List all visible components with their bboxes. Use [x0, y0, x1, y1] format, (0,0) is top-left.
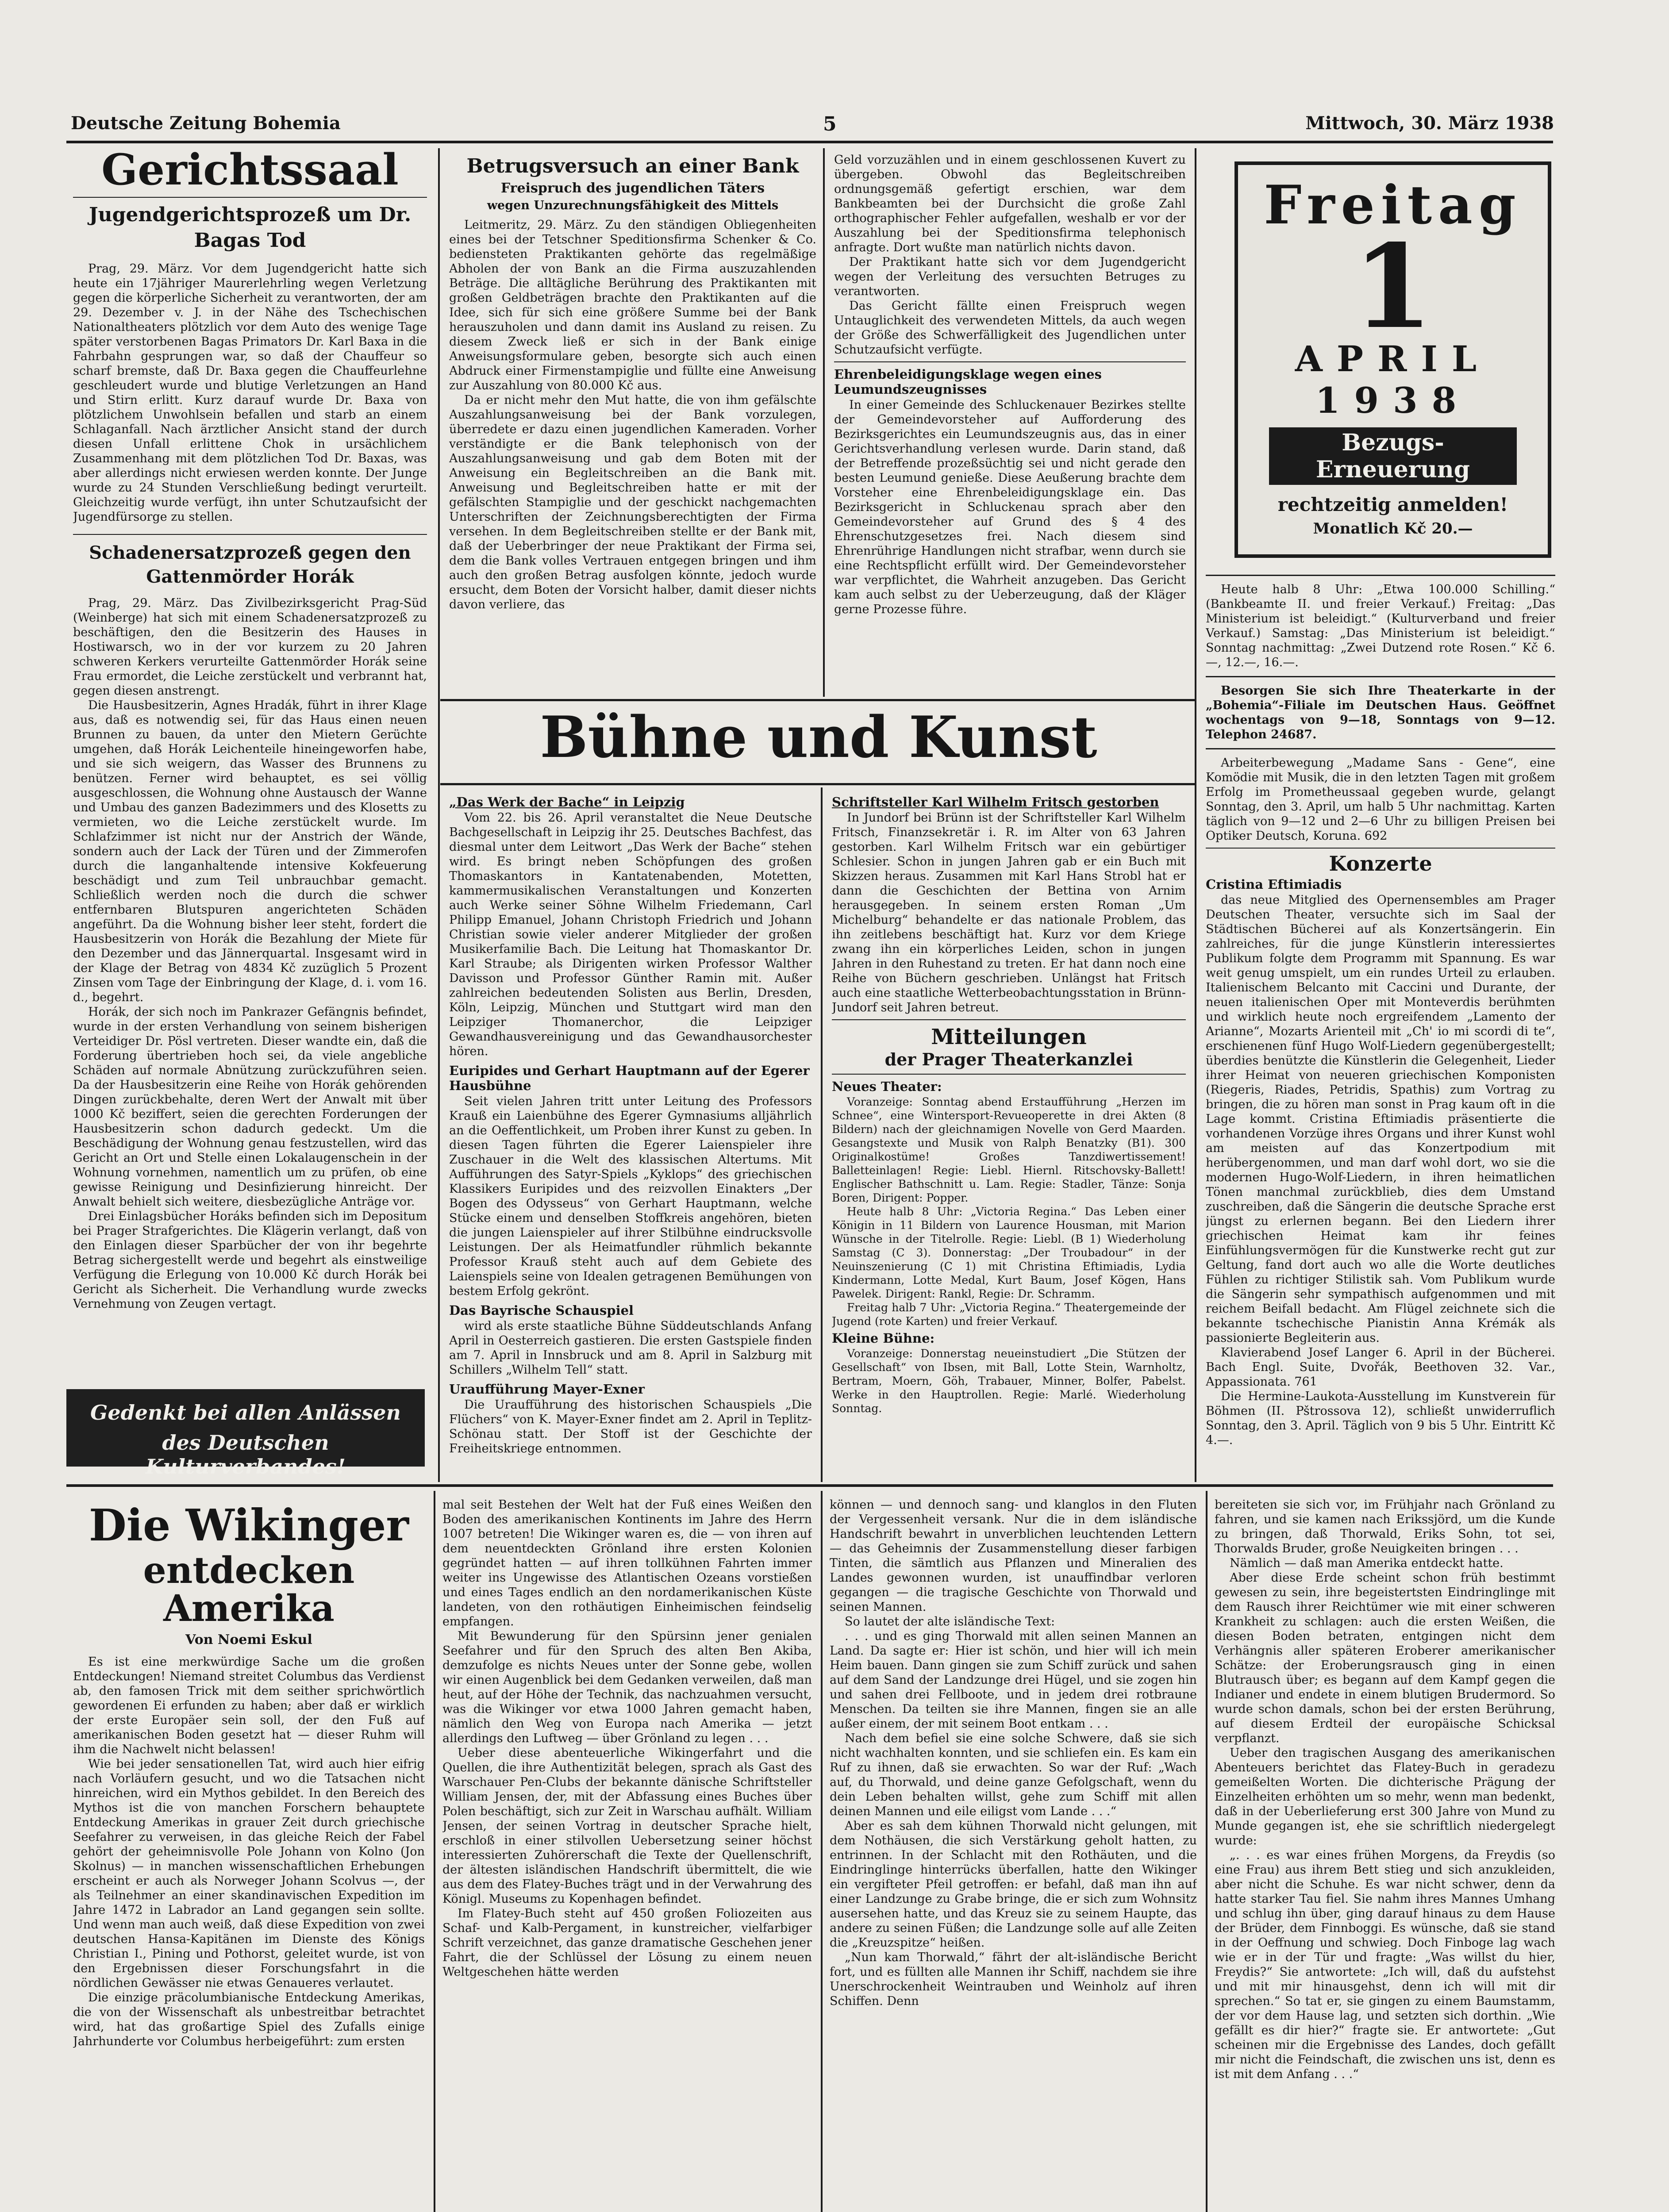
article-body — [442, 1498, 812, 1979]
subheadline: Freispruch des jugendlichen Täters — [500, 180, 765, 196]
article-kicker: Neues Theater: — [832, 1079, 942, 1094]
article-kicker: „Das Werk der Bache“ in Leipzig — [449, 795, 685, 810]
fraud-article-continued — [834, 153, 1186, 695]
paragraph: Voranzeige: Donnerstag neueinstudiert „Die Stützen der Gesellschaft“ von Ibsen, mit Ball, Lotte Stein, Warnholtz, Bertram, Moern, Göh, Trabauer, Minner, Bolfer, Pabelst. Werke in den Hauptrollen. Regie: Marlé. Wiederholung Sonntag. — [832, 1347, 1186, 1415]
paper-name: Deutsche Zeitung Bohemia — [71, 113, 341, 134]
vikings-column-4 — [1215, 1498, 1555, 2212]
header-rule — [66, 141, 1553, 143]
paragraph: In einer Gemeinde des Schluckenauer Bezirkes stellte der Gemeindevorsteher auf Aufforderung des Bezirksgerichtes ein Leumundszeugnis aus, das in einer Gerichtsverhandlung verlesen wurde. Darin stand, daß der Betreffende prozeßsüchtig sei und nicht gerade den besten Leumund genieße. Diese Aeußerung brachte dem Vorsteher eine Ehrenbeleidigungsklage ein. Das Bezirksgericht in Schluckenau sprach aber den Gemeindevorsteher auf Grund des § 4 des Ehrenschutzgesetzes frei. Nach diesem sind Ehrenrührige Handlungen nicht strafbar, wenn durch sie eine Rechtspflicht erfüllt wird. Der Gemeindevorsteher war verpflichtet, die Wahrheit anzugeben. Das Gericht kam auch selbst zu der Ueberzeugung, daß der Kläger gerne Prozesse führe. — [834, 398, 1186, 616]
article-title: Die Wikinger — [88, 1500, 409, 1551]
paragraph: Der Praktikant hatte sich vor dem Jugendgericht wegen der Verleitung des versuchten Betruges zu verantworten. — [834, 255, 1186, 298]
paragraph: Heute halb 8 Uhr: „Etwa 100.000 Schilling.“ (Bankbeamte II. und freier Verkauf.) Freitag: „Das Ministerium ist beleidigt.“ (Kulturverband und freier Verkauf.) Samstag: „Das Ministerium ist beleidigt.“ Sonntag nachmittag: „Zwei Dutzend rote Rosen.“ Kč 6.—, 12.—, 16.—. — [1206, 583, 1555, 669]
ticket-notice — [1206, 684, 1555, 742]
article-body — [449, 1319, 812, 1377]
section-rule — [66, 1484, 1553, 1487]
paragraph: Die Hermine-Laukota-Ausstellung im Kunstverein für Böhmen (II. Pštrossova 12), schließt unwiderruflich Sonntag, den 3. April. Täglich von 9 bis 5 Uhr. Eintritt Kč 4.—. — [1206, 1390, 1555, 1448]
article-kicker: Euripides und Gerhart Hauptmann auf der Egerer Hausbühne — [449, 1063, 810, 1093]
column-divider — [1206, 1491, 1208, 2212]
paragraph: Prag, 29. März. Das Zivilbezirksgericht Prag-Süd (Weinberge) hat sich mit einem Schadenersatzprozeß zu beschäftigen, den die Besitzerin des Hauses in Hostiwarsch, wo in der vor kurzem zu 20 Jahren schweren Kerkers verurteilte Gattenmörder Horák seine Frau ermordet, die Leiche zerstückelt und verbrannt hat, gegen diesen anstrengt. — [73, 596, 427, 698]
section-rule — [440, 783, 1195, 785]
paragraph: Heute halb 8 Uhr: „Victoria Regina.“ Das Leben einer Königin in 11 Bildern von Laurence Housman, mit Marion Wünsche in der Titelrolle. Regie: Liebl. (B 1) Wiederholung Samstag (C 3). Donnerstag: „Der Troubadour“ in der Neuinszenierung (C 1) mit Christina Eftimiadis, Lydia Kindermann, Lotte Medal, Kurt Baum, Josef Kögen, Hans Pawelek. Dirigent: Rankl, Regie: Dr. Schramm. — [832, 1205, 1186, 1300]
issue-date: Mittwoch, 30. März 1938 — [1305, 113, 1554, 134]
paragraph: Drei Einlagsbücher Horáks befinden sich im Depositum bei Prager Strafgerichtes. Die Klägerin verlangt, daß von den Einlagen dieser Sparbücher der von ihr begehrte Betrag sichergestellt werde und begehrt als einstweilige Verfügung die Erlegung von 10.000 Kč durch Horák bei Gericht als Sicherheit. Die Verhandlung wurde zwecks Vernehmung von Zeugen vertagt. — [73, 1209, 427, 1311]
vikings-column-3 — [830, 1498, 1197, 2212]
box-month: APRIL — [1295, 338, 1491, 380]
right-column — [1206, 568, 1555, 1480]
paragraph: Seit vielen Jahren tritt unter Leitung des Professors Krauß ein Laienbühne des Egerer Gymnasiums alljährlich an die Oeffentlichkeit, um Proben ihrer Kunst zu geben. In diesen Tagen führten die Egerer Laienspieler ihre Zuschauer in die Welt des klassischen Altertums. Mit Aufführungen des Satyr-Spiels „Kyklops“ des griechischen Klassikers Euripides und des reizvollen Einakters „Der Bogen des Odysseus“ von Gerhart Hauptmann, welche Stücke einem und denselben Stoffkreis angehören, bieten die jungen Laienspieler auf ihrer Stilbühne eindrucksvolle Leistungen. Der als Heimatfundler rühmlich bekannte Professor Krauß steht auch auf dem Gebiete des Laienspiels seine von Idealen getragenen Bemühungen von bestem Erfolg gekrönt. — [449, 1094, 812, 1298]
headline: Jugendgerichtsprozeß um Dr. Bagas Tod — [88, 203, 411, 252]
headline: Mitteilungen — [931, 1025, 1087, 1049]
page-number: 5 — [823, 113, 837, 135]
column-divider — [434, 1491, 435, 2212]
section-title: Bühne und Kunst — [540, 704, 1097, 771]
paragraph: Da er nicht mehr den Mut hatte, die von ihm gefälschte Auszahlungsanweisung bei der Bank vorzulegen, überredete er dazu einen jugendlichen Kameraden. Vorher verständigte er die Bank telephonisch von der Auszahlungsanweisung und gab dem Boten mit der Anweisung ein Begleitschreiben an die Bank mit. Anweisung und Begleitschreiben hatte er mit der gefälschten Stampiglie und der geschickt nachgemachten Unterschriften der Zeichnungsberechtigten der Firma versehen. In dem Begleitschreiben stellte er der Bank mit, daß der Ueberbringer der neue Praktikant der Firma sei, dem die Bank volles Vertrauen entgegen bringen und ihm auch den großen Betrag ausfolgen könnte, jedoch wurde ersucht, dem Boten der Vorsicht halber, damit dieser nichts davon verliere, das — [449, 393, 816, 611]
paragraph: Es ist eine merkwürdige Sache um die großen Entdeckungen! Niemand streitet Columbus das Verdienst ab, den famosen Trick mit dem seither sprichwörtlich gewordenen Ei erfunden zu haben; aber daß er wirklich der erste Europäer sein soll, der den Fuß auf amerikanischen Boden gesetzt hat — dieser Ruhm will ihm die Nachwelt nicht belassen! — [73, 1655, 425, 1757]
column-divider — [438, 148, 440, 1482]
article-kicker: Uraufführung Mayer-Exner — [449, 1382, 645, 1397]
article-body — [449, 810, 812, 1059]
article-title: entdecken Amerika — [143, 1549, 355, 1630]
paragraph: wird als erste staatliche Bühne Süddeutschlands Anfang April in Oesterreich gastieren. Die ersten Gastspiele finden am 7. April in Innsbruck und am 8. April in Salzburg mit Schillers „Wilhelm Tell“ statt. — [449, 1319, 812, 1377]
section-rule — [440, 699, 1195, 701]
column-divider — [823, 148, 825, 697]
paragraph: Vom 22. bis 26. April veranstaltet die Neue Deutsche Bachgesellschaft in Leipzig ihr 25. Deutsches Bachfest, das diesmal unter dem Leitwort „Das Werk der Bache“ stehen wird. Es bringt neben Schöpfungen des großen Thomaskantors in Kantatenabenden, Motetten, kammermusikalischen Veranstaltungen und Konzerten auch Werke seiner Söhne Wilhelm Friedemann, Carl Philipp Emanuel, Johann Christoph Friedrich und Johann Christian sowie vieler anderer Mitglieder der großen Musikerfamilie Bach. Die Leitung hat Thomaskantor Dr. Karl Straube; als Dirigenten wirken Professor Walther Davisson und Professor Günther Ramin mit. Außer zahlreichen bedeutenden Solisten aus Berlin, Dresden, Köln, Leipzig, München und Stuttgart wird man den Leipziger Thomanerchor, die Leipziger Gewandhausvereinigung und das Gewandhausorchester hören. — [449, 811, 812, 1058]
event-notice — [1206, 756, 1555, 843]
section-title: Gerichtssaal — [101, 146, 399, 195]
arts-column-2 — [832, 792, 1186, 1480]
article-body — [1215, 1498, 1555, 2081]
article-body — [73, 596, 427, 1311]
headline: Betrugsversuch an einer Bank — [466, 155, 799, 177]
paragraph: Nämlich — daß man Amerika entdeckt hatte. — [1230, 1556, 1504, 1570]
paragraph: Ueber diese abenteuerliche Wikingerfahrt und die Quellen, die ihre Authentizität belegen, sprach als Gast des Warschauer Pen-Clubs der bekannte dänische Schriftsteller William Jensen, der, mit der Abfassung eines Buches über Polen beschäftigt, sich zur Zeit in Warschau aufhält. William Jensen, der seinen Vortrag in deutscher Sprache hielt, erschloß in einer stilvollen Uebersetzung seiner höchst interessierten Zuhörerschaft die Texte der Quellenschrift, der ältesten isländischen Handschrift übermittelt, die wie aus dem des Flatey-Buches trägt und in der Verwahrung des Königl. Museums zu Kopenhagen befindet. — [442, 1746, 812, 1906]
section-title: Konzerte — [1329, 852, 1432, 876]
paragraph: Aber diese Erde scheint schon früh bestimmt gewesen zu sein, ihre begeistertsten Eindringlinge mit dem Rausch ihrer Reichtümer wie mit einer schweren Krankheit zu schlagen: auch die ersten Weißen, die diesen Boden betraten, entgingen nicht dem Verhängnis aller späteren Eroberer amerikanischer Schätze: der Eroberungsrausch ging in einen Blutrausch über; es begann auf dem Kampf gegen die Indianer und endete in einem blutigen Brudermord. So wurde schon damals, schon bei der ersten Berührung, auf diesem Erdteil der europäische Schicksal verpflanzt. — [1215, 1571, 1555, 1745]
paragraph: Freitag halb 7 Uhr: „Victoria Regina.“ Theatergemeinde der Jugend (rote Karten) und freier Verkauf. — [832, 1301, 1186, 1328]
paragraph: das neue Mitglied des Opernensembles am Prager Deutschen Theater, versuchte sich im Saal der Städtischen Bücherei auf als Konzertsängerin. Ein zahlreiches, für die junge Künstlerin interessiertes Publikum folgte dem Programm mit Spannung. Es war weit genug umspielt, um ein rundes Urteil zu erlauben. Italienischem Belcanto mit Caccini und Durante, der neuen italienischen Oper mit Monteverdis berühmten und wirklich heute noch ergreifendem „Lamento der Arianne“, Mozarts Arienteil mit „Ch' io mi scordi di te“, erschienenen fünf Hugo Wolf-Liedern gegenübergestellt; überdies benützte die Künstlerin die Gelegenheit, Lieder ihrer Heimat von neueren griechischen Komponisten (Riegeris, Riades, Petridis, Spathis) zum Vortrag zu bringen, die zu hören man sonst in Prag kaum oft in die Lage kommt. Cristina Eftimiadis präsentierte die vorhandenen Vorzüge ihres Organs und ihrer Kunst wohl am meisten auf das Konzertpodium mit herübergenommen, und man darf wohl dort, wo sie die modernen Hugo-Wolf-Liedern, in ihren heimatlichen Tönen manchmal zurückblieb, dies dem Umstand zuschreiben, daß die Sängerin die deutsche Sprache erst jüngst zu erlernen begann. Bei den Liedern ihrer griechischen Heimat kam ihr feines Einfühlungsvermögen für die Kunstwerke recht gut zur Geltung, fand dort auch wo alle die Worte deutliches Fühlen zu richtiger Stilistik sah. Vom Publikum wurde die Sängerin sehr sympathisch aufgenommen und mit reichem Beifall bedacht. Am Flügel zeichnete sich die bekannte tschechische Pianistin Anna Krémák als passionierte Begleiterin aus. — [1206, 893, 1555, 1345]
headline: Schadenersatzprozeß gegen den Gattenmörder Horák — [89, 542, 411, 587]
paragraph: mal seit Bestehen der Welt hat der Fuß eines Weißen den Boden des amerikanischen Kontinents im Jahre des Herrn 1007 betreten! Die Wikinger waren es, die — von ihren auf dem neuentdeckten Grönland ihre ersten Kolonien gegründet hatten — auf ihren tollkühnen Fahrten immer weiter ins Ungewisse des Atlantischen Ozeans vorstießen und eines Tages endlich an den nordamerikanischen Küste landeten, von den rothäutigen Einheimischen feindselig empfangen. — [442, 1498, 812, 1628]
court-section — [73, 146, 427, 1385]
paragraph: Wie bei jeder sensationellen Tat, wird auch hier eifrig nach Vorläufern gesucht, und wo die Tatsachen nicht hinreichen, wird ein Mythos gebildet. In den Bereich des Mythos ist die von manchen Forschern behauptete Entdeckung Amerikas in grauer Zeit durch griechische Seefahrer zu verweisen, in das gleiche Reich der Fabel gehört der geheimnisvolle Pole Johann von Kolno (Jon Skolnus) — in manchen wissenschaftlichen Erhebungen erscheint er auch als Norweger Johann Scolvus —, der als Teilnehmer an einer skandinavischen Expedition im Jahre 1472 in Labrador an Land gegangen sein sollte. Und wenn man auch weiß, daß diese Expedition von zwei deutschen Hansa-Kapitänen im Dienste des Königs Christian I., Pining und Pothorst, geleitet wurde, ist von den Ergebnissen dieser Forschungsfahrt in die nördlichen Gewässer nie etwas Genaueres verlautet. — [73, 1757, 425, 1990]
box-banner: Bezugs-Erneuerung — [1269, 427, 1517, 485]
fraud-article — [449, 155, 816, 695]
paragraph: Die Hausbesitzerin, Agnes Hradák, führt in ihrer Klage aus, daß es notwendig sei, für das Haus einen neuen Brunnen zu bauen, da unter den Mietern Gerüchte umgehen, daß Horák Leichenteile hineingeworfen habe, und sie sich weigern, das Wasser des Brunnens zu benützen. Ferner wird behauptet, es sei völlig ausgeschlossen, die Wohnung ohne Austausch der Wanne und Umbau des ganzen Badezimmers und des Klosetts zu vermieten, wo die Leiche zerstückelt wurde. Im Schlafzimmer ist nicht nur der Anstrich der Wände, sondern auch der Lack der Türen und der Zimmerofen durch die langanhaltende intensive Kokfeuerung beschädigt und zum Teil unbrauchbar gemacht. Schließlich werden noch die durch die schwer entfernbaren Blutspuren angerichteten Schäden angeführt. Da die Wohnung bisher leer steht, fordert die Hausbesitzerin von Horák die Bezahlung der Miete für den Dezember und das Jännerquartal. Insgesamt wird in der Klage der Betrag von 4834 Kč zuzüglich 5 Prozent Zinsen vom Tage der Einbringung der Klage, d. i. vom 16. d., begehrt. — [73, 698, 427, 1004]
subheadline: wegen Unzurechnungsfähigkeit des Mittels — [487, 199, 779, 212]
box-day: Freitag — [1264, 174, 1522, 236]
article-body — [1206, 893, 1555, 1448]
paragraph: Voranzeige: Sonntag abend Erstaufführung „Herzen im Schnee“, eine Wintersport-Revueoperette in drei Akten (8 Bildern) nach der gleichnamigen Novelle von Gerd Maarden. Gesangstexte und Musik von Ralph Benatzky (B1). 300 Originalkostüme! Großes Tanzdiwertissement! Balletteinlagen! Regie: Liebl. Hiernl. Ritschovsky-Ballett! Englischer Bathschnitt u. Lam. Regie: Stadler, Tänze: Sonja Boren, Dirigent: Popper. — [832, 1095, 1186, 1204]
paragraph: „Nun kam Thorwald,“ fährt der alt-isländische Bericht fort, und es füllten alle Mannen ihr Schiff, nachdem sie ihre Unerschrockenheit Weintrauben und Weinholz auf ihren Schiffen. Denn — [830, 1951, 1197, 2008]
paragraph: So lautet der alte isländische Text: — [845, 1615, 1055, 1628]
paragraph: Im Flatey-Buch steht auf 450 großen Foliozeiten aus Schaf- und Kalb-Pergament, in kunstreicher, vielfarbiger Schrift verzeichnet, das ganze dramatische Geschehen jener Fahrt, die der Schlüssel der Lösung zu einem neuen Weltgeschehen hätte werden — [442, 1907, 812, 1979]
paragraph: Nach dem befiel sie eine solche Schwere, daß sie sich nicht wachhalten konnten, und sie schliefen ein. Es kam ein Ruf zu ihnen, daß sie erwachten. So war der Ruf: „Wach auf, du Thorwald, und deine ganze Gefolgschaft, wenn du dein Leben behalten willst, gehe zum Schiff mit allen deinen Mannen und eile eiligst vom Lande . . .“ — [830, 1732, 1197, 1818]
paragraph: bereiteten sie sich vor, im Frühjahr nach Grönland zu fahren, und sie kamen nach Erikssjörd, um die Kunde zu bringen, daß Thorwald, Eriks Sohn, tot sei, Thorwalds Bruder, große Neuigkeiten bringen . . . — [1215, 1498, 1555, 1555]
paragraph: können — und dennoch sang- und klanglos in den Fluten der Vergessenheit versank. Nur die in dem isländische Handschrift bewahrt in unverblichen leuchtenden Lettern — das Geheimnis der Zusammenstellung dieser farbigen Tinten, die sämtlich aus Pflanzen und Mineralien des Landes gewonnen wurden, ist unauffindbar verloren gegangen — die tragische Geschichte von Thorwald und seinen Mannen. — [830, 1498, 1197, 1614]
article-body — [834, 398, 1186, 617]
paragraph: Klavierabend Josef Langer 6. April in der Bücherei. Bach Engl. Suite, Dvořák, Beethoven 32. Var., Appassionata. 761 — [1206, 1346, 1555, 1389]
box-date: 1 — [1353, 219, 1433, 354]
article-body — [832, 1347, 1186, 1415]
article-kicker: Kleine Bühne: — [832, 1331, 935, 1346]
box-price: Monatlich Kč 20.— — [1313, 520, 1473, 538]
article-kicker: Cristina Eftimiadis — [1206, 877, 1342, 892]
article-kicker: Das Bayrische Schauspiel — [449, 1303, 634, 1318]
article-body — [830, 1498, 1197, 2008]
paragraph: In Jundorf bei Brünn ist der Schriftsteller Karl Wilhelm Fritsch, Finanzsekretär i. R. im Alter von 63 Jahren gestorben. Karl Wilhelm Fritsch war ein gebürtiger Schlesier. Schon in jungen Jahren gab er ein Buch mit Skizzen heraus. Zusammen mit Karl Hans Strobl hat er dann die Geschichten der Bettina von Arnim herausgegeben. In seinem ersten Roman „Um Michelburg“ behandelte er das nationale Problem, das ihn zeitlebens beschäftigt hat. Kurz vor dem Kriege zwang ihn ein körperliches Leiden, schon in jungen Jahren in den Ruhestand zu treten. Er hat dann noch eine Reihe von Büchern geschrieben. Unlängst hat Fritsch auch eine staatliche Wetterbeobachtungsstation in Brünn-Jundorf seit Jahren betreut. — [832, 811, 1186, 1014]
paragraph: „. . . es war eines frühen Morgens, da Freydis (so eine Frau) aus ihrem Bett stieg und sich anzukleiden, aber nicht die Schuhe. Es war nicht schwer, denn da hatte starker Tau fiel. Sie nahm ihres Mannes Umhang und schlug ihn über, ging darauf hinaus zu dem Hause der Brüder, dem Finnboggi. Es wünsche, daß sie stand in der Oeffnung und schwieg. Doch Finboge lag wach wie er in der Tür und fragte: „Was willst du hier, Freydis?“ Sie antwortete: „Ich will, daß du aufstehst und mit mir hinausgehst, denn ich will mit dir sprechen.“ So tat er, sie gingen zu einem Baumstamm, der vor dem Hause lag, und setzten sich dorthin. „Wie gefällt es dir hier?“ fragte sie. Er antwortete: „Gut scheinen mir die Ergebnisse des Landes, doch gefällt mir nicht die Feindschaft, die zwischen uns ist, denn es ist mit dem Anfang . . .“ — [1215, 1848, 1555, 2081]
kulturverband-ad — [66, 1389, 425, 1479]
article-body — [832, 1095, 1186, 1328]
box-year: 1938 — [1315, 380, 1471, 421]
subscription-box — [1234, 161, 1551, 558]
paragraph: Die Uraufführung des historischen Schauspiels „Die Flüchers“ von K. Mayer-Exner findet am 2. April in Teplitz-Schönau statt. Der Stoff ist der Geschichte der Freiheitskriege entnommen. — [449, 1398, 812, 1455]
paragraph: Geld vorzuzählen und in einem geschlossenen Kuvert zu übergeben. Obwohl das Begleitschreiben ordnungsgemäß gefertigt erschien, war dem Bankbeamten bei der Durchsicht die große Zahl orthographischer Fehler aufgefallen, weshalb er vor der Auszahlung bei der Speditionsfirma telephonisch anfragte. Dort wußte man natürlich nichts davon. — [834, 153, 1186, 254]
article-body — [449, 218, 816, 612]
author-byline: Von Noemi Eskul — [185, 1632, 312, 1648]
paragraph: Horák, der sich noch im Pankrazer Gefängnis befindet, wurde in der ersten Verhandlung von seinem bisherigen Verteidiger Dr. Pösl vertreten. Dieser wandte ein, daß die Forderung übertrieben hoch sei, da viele angebliche Schäden auf normale Abnützung zurückzuführen seien. Da der Hausbesitzerin eine Reihe von Horák gehörenden Dingen zurückbehalte, deren Wert der Anwalt mit über 1000 Kč beziffert, seien die gerechten Forderungen der Hausbesitzerin schon dadurch gedeckt. Um die Beschädigung der Wohnung genau festzustellen, wird das Gericht an Ort und Stelle einen Lokalaugenschein in der Wohnung vornehmen, namentlich um zu prüfen, ob eine gewisse Reinigung und Desinfizierung hinreicht. Der Anwalt behielt sich weitere, diesbezügliche Anträge vor. — [73, 1005, 427, 1209]
article-kicker: Ehrenbeleidigungsklage wegen eines Leumundszeugnisses — [834, 367, 1102, 397]
column-divider — [821, 787, 823, 1482]
article-body — [449, 1094, 812, 1298]
theater-listing — [1206, 582, 1555, 670]
paragraph: Arbeiterbewegung „Madame Sans - Gene“, eine Komödie mit Musik, die in den letzten Tagen mit großem Erfolg im Prometheussaal gegeben wurde, gelangt Sonntag, den 3. April, um halb 5 Uhr nachmittag. Karten täglich von 9—12 und 2—6 Uhr zu billigen Preisen bei Optiker Deutsch, Koruna. 692 — [1206, 756, 1555, 843]
article-kicker: Schriftsteller Karl Wilhelm Fritsch gestorben — [832, 795, 1159, 810]
paragraph: Leitmeritz, 29. März. Zu den ständigen Obliegenheiten eines bei der Tetschner Speditionsfirma Schenker & Co. bediensteten Praktikanten gehörte das regelmäßige Abholen der von Bank an die Firma auszuzahlenden Beträge. Die alltägliche Berührung des Praktikanten mit großen Geldbeträgen brachte den Praktikanten auf die Idee, sich für sich eine größere Summe bei der Bank herauszuholen und dann damit ins Ausland zu reisen. Zu diesem Zweck ließ er sich in der Bank einige Anweisungsformulare geben, besorgte sich auch einen Abdruck einer Firmenstampiglie und füllte eine Anweisung zur Auszahlung von 80.000 Kč aus. — [449, 218, 816, 392]
box-line: rechtzeitig anmelden! — [1277, 494, 1508, 515]
article-body — [73, 1655, 425, 2049]
article-body — [449, 1398, 812, 1456]
paragraph: Ueber den tragischen Ausgang des amerikanischen Abenteuers berichtet das Flatey-Buch in geradezu gemeißelten Worten. Die dichterische Prägung der Einzelheiten erhöhten um so mehr, wenn man bedenkt, daß in der Ueberlieferung erst 300 Jahre von Mund zu Munde gegangen ist, ehe sie schriftlich niedergelegt wurde: — [1215, 1746, 1555, 1847]
ad-line: Gedenkt bei allen Anlässen — [90, 1401, 401, 1425]
article-body — [832, 810, 1186, 1015]
arts-column-1 — [449, 792, 812, 1480]
vikings-column-1 — [73, 1495, 425, 2212]
paragraph: Aber es sah dem kühnen Thorwald nicht gelungen, mit dem Nothäusen, die sich Verstärkung geholt hatten, zu entrinnen. In der Schlacht mit den Rothäuten, und die Eindringlinge hinterrücks überfallen, hatte den Wikinger ein vergifteter Pfeil getroffen: er befahl, daß man ihn auf einer Landzunge zu Grabe bringe, die er sich zum Wohnsitz ausersehen hatte, und das Kreuz sie zu seinem Haupte, das andere zu seinen Füßen; die Landzunge solle auf alle Zeiten die „Kreuzspitze“ heißen. — [830, 1819, 1197, 1950]
paragraph: Prag, 29. März. Vor dem Jugendgericht hatte sich heute ein 17jähriger Maurerlehrling wegen Verletzung gegen die körperliche Sicherheit zu verantworten, der am 29. Dezember v. J. in der Nähe des Tschechischen Nationaltheaters plötzlich vor dem Auto des wenige Tage später verstorbenen Bagas Primators Dr. Karl Baxa in die Fahrbahn gesprungen war, so daß der Chauffeur so scharf bremste, daß Dr. Baxa gegen die Chauffeurlehne geschleudert wurde und blutige Verletzungen an Hand und Stirn erlitt. Kurz darauf wurde Dr. Baxa von plötzlichem Unwohlsein befallen und starb an einem Schlaganfall. Nach ärztlicher Ansicht stand der durch diesen Unfall erlittene Chok in ursächlichem Zusammenhang mit dem plötzlichen Tod Dr. Baxas, was aber allerdings nicht erwiesen werden konnte. Der Junge wurde zu 24 Stunden Verschließung bedingt verurteilt. Gleichzeitig wurde verfügt, ihn unter Schutzaufsicht der Jugendfürsorge zu stellen. — [73, 261, 427, 524]
column-divider — [821, 1491, 823, 2212]
paragraph: Das Gericht fällte einen Freispruch wegen Untauglichkeit des verwendeten Mittels, da auch wegen der Größe des Schwerfälligkeit des Jugendlichen unter Schutzaufsicht verfügte. — [834, 299, 1186, 357]
paragraph: Mit Bewunderung für den Spürsinn jener genialen Seefahrer und für den Spruch des alten Ben Akiba, demzufolge es nichts Neues unter der Sonne gebe, wollen wir einen Augenblick bei dem Gedanken verweilen, daß man heut, auf der Höhe der Technik, das nachzuahmen versucht, was die Wikinger vor etwa 1000 Jahren gemacht haben, nämlich den Weg von Europa nach Amerika — jetzt allerdings den Luftweg — über Grönland zu legen . . . — [442, 1629, 812, 1745]
paragraph: Die einzige präcolumbianische Entdeckung Amerikas, die von der Wissenschaft als unbestreitbar betrachtet wird, hat das großartige Spiel des Zufalls einige Jahrhunderte vor Columbus herbeigeführt: zum ersten — [73, 1991, 425, 2049]
article-body — [834, 153, 1186, 357]
ad-line: des Deutschen Kulturverbandes! — [146, 1431, 346, 1479]
paragraph: . . . und es ging Thorwald mit allen seinen Mannen an Land. Da sagte er: Hier ist schön, und hier will ich mein Heim bauen. Dann gingen sie zum Schiff zurück und sahen auf dem Sand der Landzunge drei Hügel, und sie zogen hin und sahen drei Fellboote, und in jedem drei rotbraune Menschen. Da teilten sie ihre Mannen, fingen sie an alle außer einem, der mit seinem Boot entkam . . . — [830, 1629, 1197, 1731]
vikings-column-2 — [442, 1498, 812, 2212]
article-body — [73, 261, 427, 524]
column-divider — [1195, 148, 1196, 1482]
subheadline: der Prager Theaterkanzlei — [884, 1049, 1133, 1069]
paragraph: Besorgen Sie sich Ihre Theaterkarte in der „Bohemia“-Filiale im Deutschen Haus. Geöffnet wochentags von 9—18, Sonntags von 9—12. Telephon 24687. — [1206, 684, 1555, 741]
